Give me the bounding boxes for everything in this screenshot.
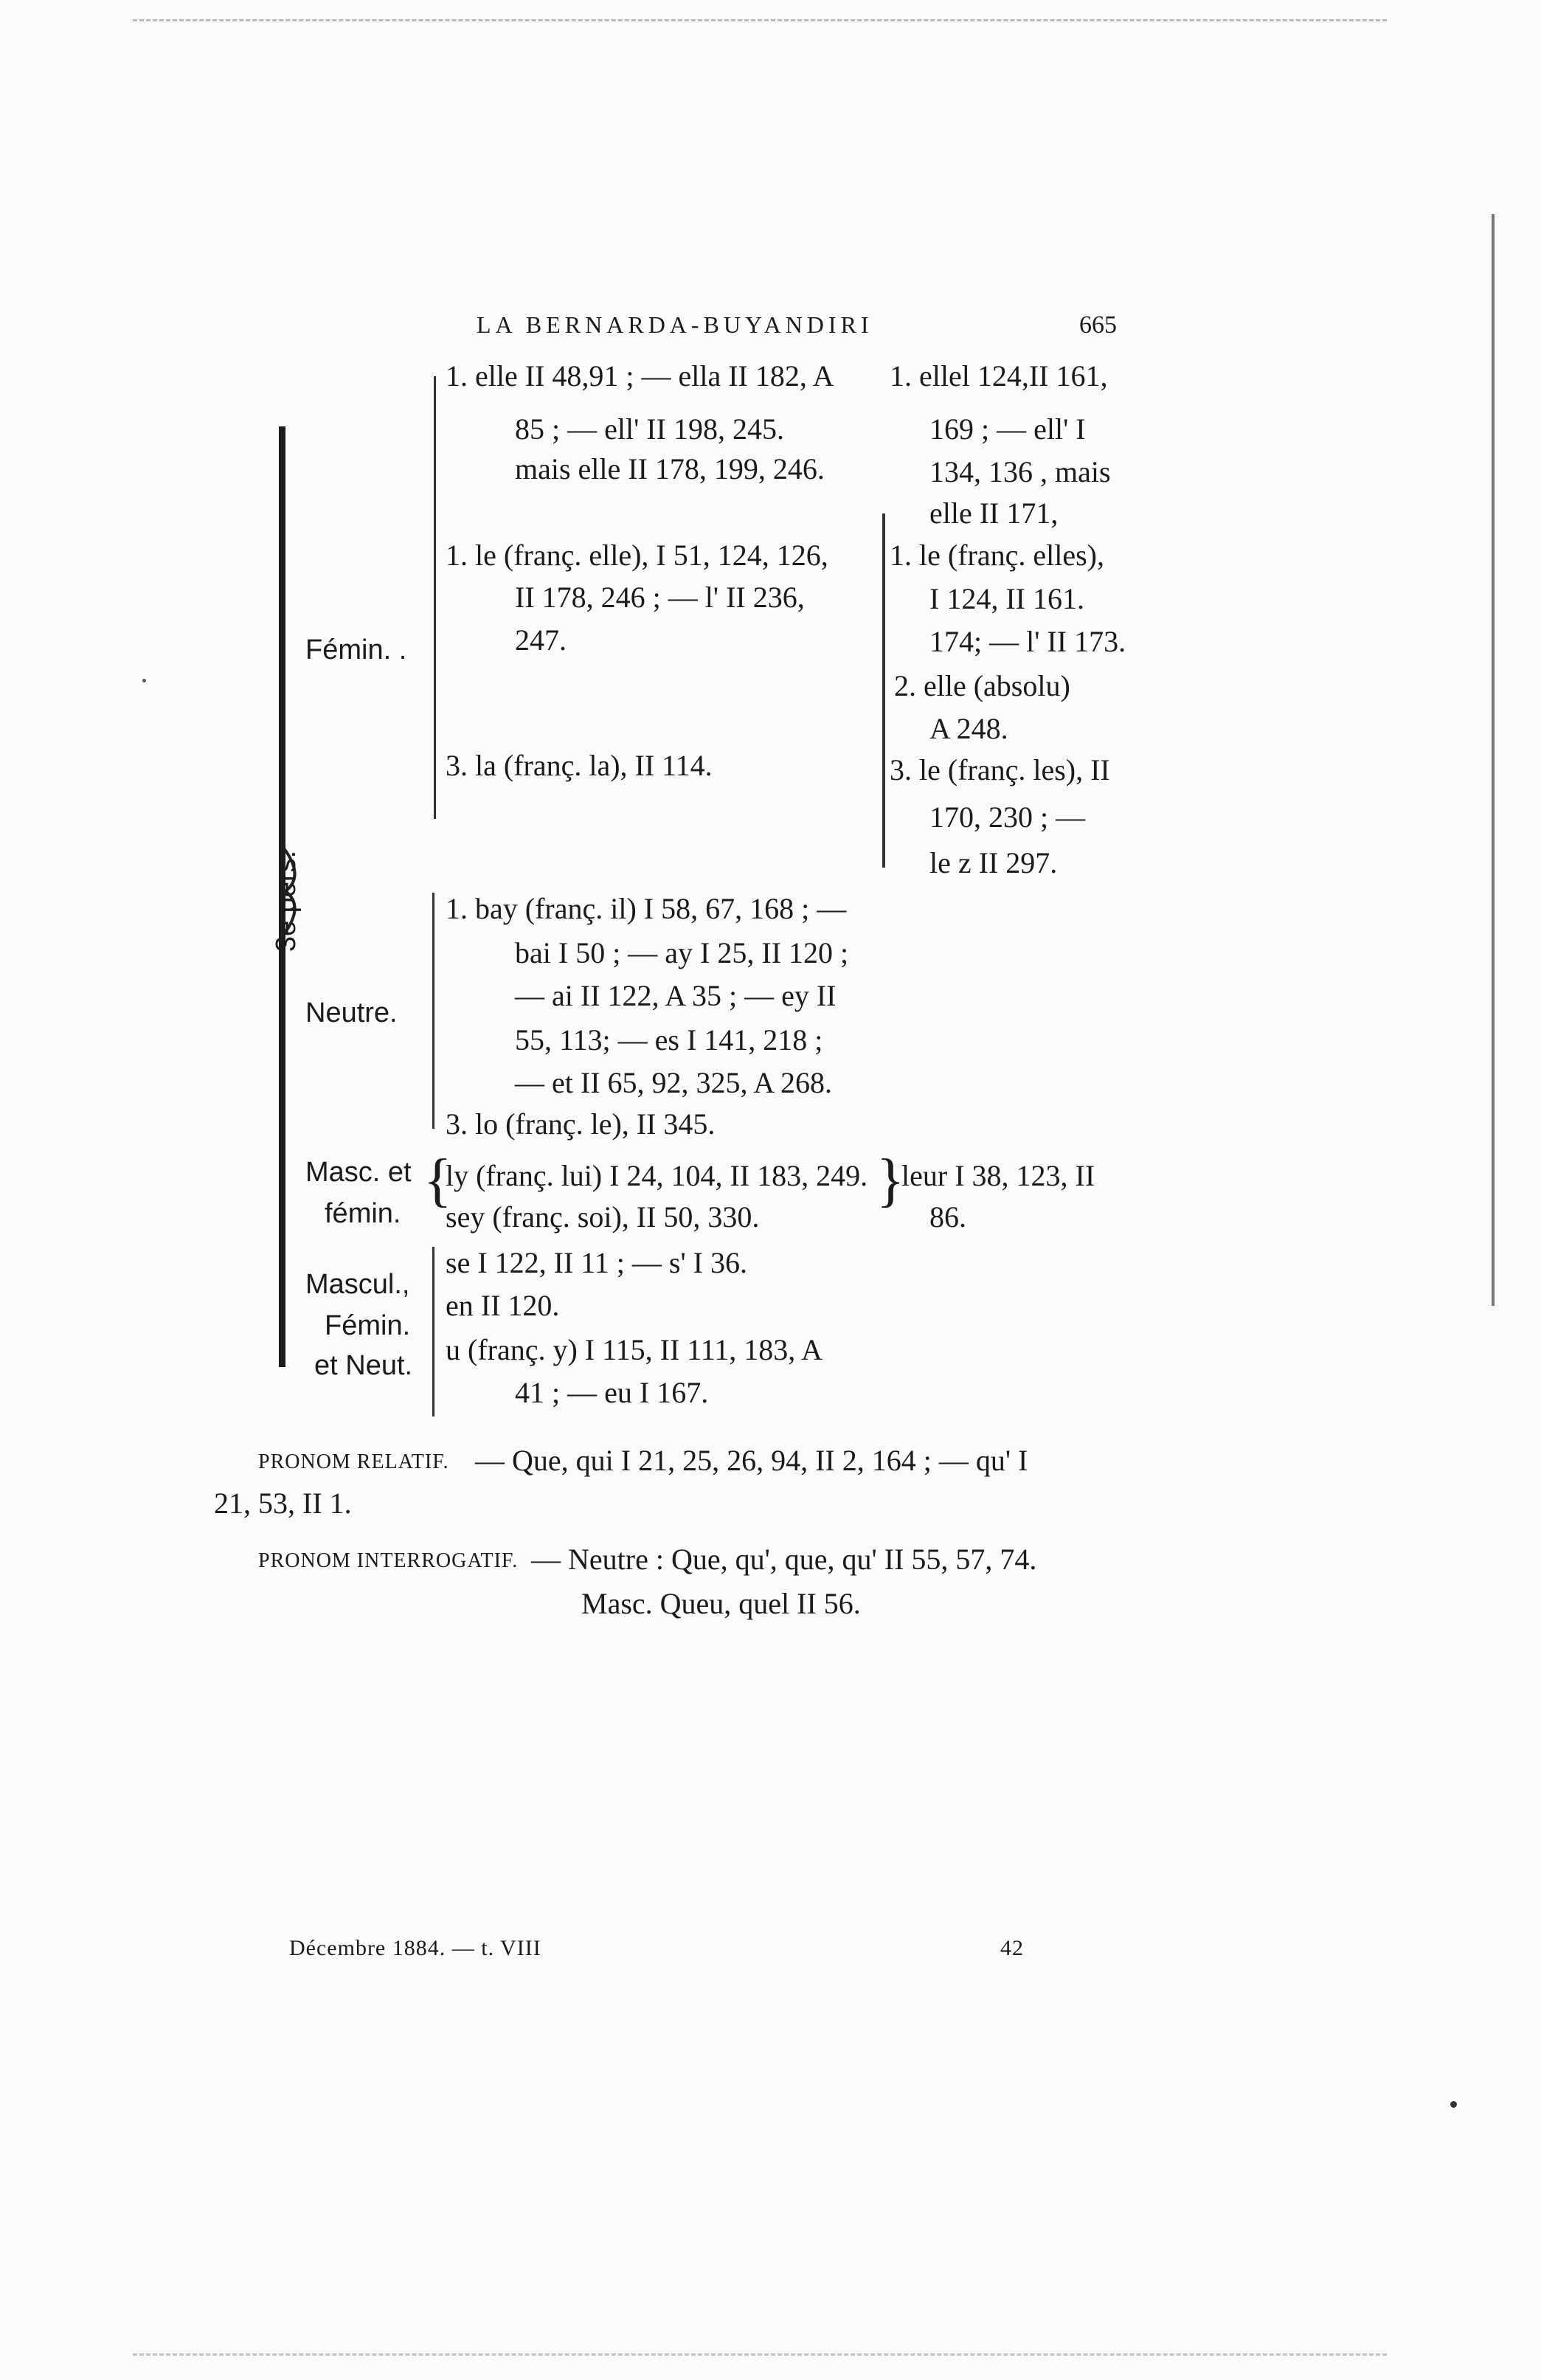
femin-right-line-5: 1. le (franç. elles), bbox=[890, 539, 1104, 572]
femin-left-line-1: 1. elle II 48,91 ; — ella II 182, A bbox=[446, 359, 834, 392]
femin-right-line-10: 3. le (franç. les), II bbox=[890, 753, 1110, 786]
femin-right-line-11: 170, 230 ; — bbox=[929, 800, 1086, 834]
femin-left-line-5: II 178, 246 ; — l' II 236, bbox=[515, 581, 805, 614]
femin-right-line-12: le z II 297. bbox=[929, 846, 1058, 879]
mascul-line-3: u (franç. y) I 115, II 111, 183, A bbox=[446, 1333, 823, 1366]
mascul-label-3: et Neut. bbox=[314, 1350, 413, 1381]
pronom-relatif-heading: PRONOM RELATIF. bbox=[258, 1450, 449, 1473]
mascul-brace bbox=[432, 1247, 434, 1416]
footer-date: Décembre 1884. — t. VIII bbox=[289, 1936, 541, 1960]
pronom-relatif-line-2: 21, 53, II 1. bbox=[214, 1487, 352, 1520]
masc-femin-right-2: 86. bbox=[929, 1200, 966, 1234]
footer-signature: 42 bbox=[1000, 1936, 1024, 1960]
femin-left-line-2: 85 ; — ell' II 198, 245. bbox=[515, 412, 784, 446]
femin-right-line-7: 174; — l' II 173. bbox=[929, 625, 1126, 658]
speck bbox=[142, 679, 146, 682]
pronom-interrogatif-heading: PRONOM INTERROGATIF. bbox=[258, 1549, 519, 1572]
femin-label: Fémin. . bbox=[305, 634, 407, 665]
femin-mid-brace bbox=[882, 513, 885, 868]
mascul-label-1: Mascul., bbox=[305, 1269, 410, 1300]
femin-right-line-6: I 124, II 161. bbox=[929, 582, 1084, 615]
pronom-interrogatif-line-2: Masc. Queu, quel II 56. bbox=[581, 1587, 861, 1620]
femin-right-line-8: 2. elle (absolu) bbox=[894, 669, 1070, 702]
mascul-label-2: Fémin. bbox=[325, 1310, 411, 1341]
neutre-line-6: 3. lo (franç. le), II 345. bbox=[446, 1107, 716, 1141]
masc-femin-label-2: fémin. bbox=[325, 1198, 401, 1229]
neutre-line-1: 1. bay (franç. il) I 58, 67, 168 ; — bbox=[446, 892, 847, 925]
running-title: LA BERNARDA-BUYANDIRI bbox=[477, 311, 873, 338]
top-scan-rule bbox=[133, 19, 1387, 21]
speck bbox=[1450, 2101, 1457, 2108]
third-person-label: 3e pers. bbox=[271, 850, 302, 952]
femin-left-line-3: mais elle II 178, 199, 246. bbox=[515, 452, 825, 485]
masc-femin-brace-glyph: { bbox=[423, 1148, 452, 1213]
mascul-line-2: en II 120. bbox=[446, 1289, 560, 1322]
mascul-line-1: se I 122, II 11 ; — s' I 36. bbox=[446, 1246, 748, 1279]
femin-right-line-1: 1. ellel 124,II 161, bbox=[890, 359, 1108, 392]
masc-femin-label-1: Masc. et bbox=[305, 1157, 412, 1188]
masc-femin-right-brace-glyph: } bbox=[876, 1148, 905, 1213]
masc-femin-line-2: sey (franç. soi), II 50, 330. bbox=[446, 1200, 760, 1234]
femin-left-brace bbox=[434, 376, 436, 819]
right-margin-line bbox=[1492, 214, 1495, 1306]
neutre-line-5: — et II 65, 92, 325, A 268. bbox=[515, 1066, 832, 1099]
pronom-interrogatif-line-1: — Neutre : Que, qu', que, qu' II 55, 57, 74. bbox=[531, 1543, 1037, 1576]
bottom-scan-rule bbox=[133, 2353, 1387, 2356]
masc-femin-line-1: ly (franç. lui) I 24, 104, II 183, 249. bbox=[446, 1159, 868, 1192]
pronom-relatif-line-1: — Que, qui I 21, 25, 26, 94, II 2, 164 ; — qu' I bbox=[475, 1444, 1028, 1477]
neutre-line-3: — ai II 122, A 35 ; — ey II bbox=[515, 979, 837, 1012]
femin-right-line-3: 134, 136 , mais bbox=[929, 455, 1111, 488]
neutre-line-2: bai I 50 ; — ay I 25, II 120 ; bbox=[515, 936, 849, 969]
neutre-brace bbox=[432, 893, 434, 1129]
masc-femin-right-1: leur I 38, 123, II bbox=[901, 1159, 1095, 1192]
mascul-line-4: 41 ; — eu I 167. bbox=[515, 1376, 709, 1409]
neutre-line-4: 55, 113; — es I 141, 218 ; bbox=[515, 1023, 823, 1056]
neutre-label: Neutre. bbox=[305, 997, 398, 1028]
page-number: 665 bbox=[1079, 311, 1117, 339]
femin-left-line-4: 1. le (franç. elle), I 51, 124, 126, bbox=[446, 539, 828, 572]
femin-right-line-9: A 248. bbox=[929, 712, 1008, 745]
femin-left-line-6: 247. bbox=[515, 623, 567, 657]
femin-left-line-7: 3. la (franç. la), II 114. bbox=[446, 749, 713, 782]
femin-right-line-4: elle II 171, bbox=[929, 497, 1059, 530]
femin-right-line-2: 169 ; — ell' I bbox=[929, 412, 1086, 446]
